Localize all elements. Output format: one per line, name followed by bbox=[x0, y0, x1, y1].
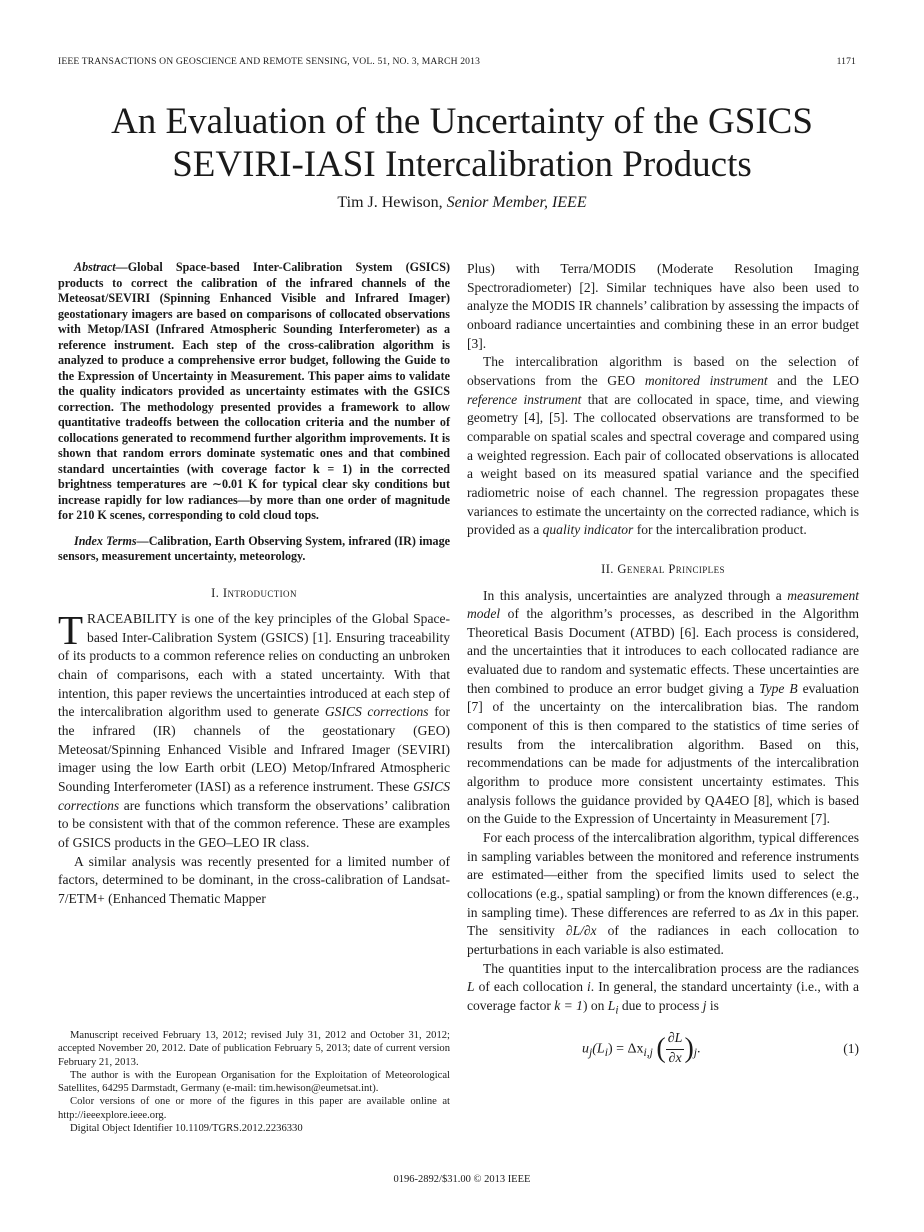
math-inline: i bbox=[587, 979, 591, 995]
principles-paragraph-3 bbox=[467, 960, 859, 1021]
text-run: of each collocation bbox=[474, 979, 588, 995]
text-run: for the intercalibration product. bbox=[633, 522, 807, 538]
text-run: and the LEO bbox=[767, 372, 860, 388]
text-run: The intercalibration algorithm is based on the selection of observations from the GEO bbox=[467, 354, 859, 388]
principles-paragraph-1 bbox=[467, 587, 859, 830]
math-inline: L bbox=[607, 997, 616, 1013]
eq-symbol: u bbox=[582, 1041, 589, 1057]
eq-symbol: ) = Δx bbox=[607, 1041, 644, 1057]
footnotes bbox=[58, 1029, 450, 1135]
text-run: ) on bbox=[582, 997, 608, 1013]
math-inline: ∂L/∂x bbox=[565, 923, 597, 939]
index-terms bbox=[58, 534, 450, 565]
text-run: . In general, the standard uncertainty (i.e., with a coverage factor bbox=[467, 979, 859, 1013]
abstract-text: Global Space-based Inter-Calibration System (GSICS) products to correct the calibration of the infrared channels of the Meteosat/SEVIRI (Spinning Enhanced Visible and Infrared Imager) geostationary imagers are based on comparisons of collocated observations with Metop/IASI (Infrared Atmospheric Sounding Interferometer) as a reference instrument. Each step of the cross-calibration algorithm is analyzed to produce a comprehensive error budget, following the Guide to the Expression of Uncertainty in Measurement. This paper aims to validate the quality indicators provided as uncertainty estimates with the GSICS correction. The methodology presented provides a framework to allow quantitative tradeoffs between the collocation criteria and the number of collocations generated to recommend further algorithm improvements. It is shown that random errors dominate systematic ones and that combined standard uncertainties (with coverage factor k = 1) in the corrected brightness temperatures are ∼0.01 K for typical clear sky conditions but increase rapidly for low radiances—by more than one order of magnitude for 210 K scenes, corresponding to cold cloud tops. bbox=[58, 260, 450, 522]
paragraph-continued: Plus) with Terra/MODIS (Moderate Resolution Imaging Spectroradiometer) [2]. Similar techniques have also been used to analyze the MODIS IR channels’ calibration by assessing the impacts of onboard radiance uncertainties and combining these in an error budget [3]. bbox=[467, 261, 859, 351]
paragraph-algorithm bbox=[467, 353, 859, 540]
section-heading-introduction bbox=[58, 584, 450, 603]
text-run: The quantities input to the intercalibration process are the radiances bbox=[483, 960, 859, 976]
journal-name: IEEE TRANSACTIONS ON GEOSCIENCE AND REMOTE SENSING, VOL. 51, NO. 3, MARCH 2013 bbox=[58, 56, 481, 67]
eq-subscript: i,j bbox=[643, 1046, 653, 1060]
eq-paren-close: ) bbox=[684, 1033, 694, 1065]
footnote-affiliation: The author is with the European Organisation for the Exploitation of Meteorological Satellites, 64295 Darmstadt, Germany (e-mail: tim.hewison@eumetsat.int). bbox=[58, 1069, 450, 1095]
running-header bbox=[58, 56, 856, 67]
math-inline: k = 1 bbox=[554, 997, 583, 1013]
text-run: is bbox=[706, 997, 719, 1013]
section-numeral: I. bbox=[211, 585, 220, 600]
eq-paren-open: ( bbox=[656, 1033, 666, 1065]
footnote-doi: Digital Object Identifier 10.1109/TGRS.2012.2236330 bbox=[70, 1123, 303, 1135]
section-title: General Principles bbox=[617, 561, 725, 576]
author-line bbox=[60, 194, 864, 212]
section-heading-general-principles bbox=[467, 560, 859, 579]
text-run: For each process of the intercalibration algorithm, typical differences in sampling variables between the monitored and reference instruments are estimated—either from the specified limits used to select the collocations (e.g., spatial sampling) or from the known differences (e.g., in sampling time). These differences are referred to as bbox=[467, 830, 859, 920]
text-run: of the radiances in each collocation to perturbations in each variable is also estimated. bbox=[467, 923, 860, 957]
eq-symbol: (L bbox=[592, 1041, 605, 1057]
index-terms-text: Calibration, Earth Observing System, infrared (IR) image sensors, measurement uncertainty, meteorology. bbox=[58, 533, 450, 563]
emphasis: GSICS corrections bbox=[324, 704, 429, 720]
text-run: in this paper. The sensitivity bbox=[467, 904, 859, 939]
math-inline: Δx bbox=[769, 904, 784, 920]
text-run: that are collocated in space, time, and viewing geometry [4], [5]. The collocated observations are transformed to be comparable on spatial scales and spectral coverage and compared using a weighted regression. Each pair of collocated observations is allocated a weight based on its measured spatial variance and the specified radiometric noise of each channel. The regression propagates these variances to estimate the uncertainty on the corrected radiance, which is provided as a bbox=[467, 391, 859, 538]
math-inline: j bbox=[702, 997, 707, 1013]
eq-symbol: . bbox=[697, 1041, 701, 1057]
text-run: due to process bbox=[618, 997, 703, 1013]
eq-fraction bbox=[666, 1030, 685, 1068]
author-membership: Senior Member, IEEE bbox=[446, 194, 587, 211]
equation-body bbox=[582, 1030, 701, 1068]
principles-paragraph-2 bbox=[467, 829, 859, 960]
emphasis: measurement model bbox=[467, 587, 859, 622]
intro-paragraph-2: A similar analysis was recently presented for a limited number of factors, determined to be dominant, in the cross-calibration of Landsat-7/ETM+ (Enhanced Thematic Mapper bbox=[58, 853, 450, 906]
footnote-color: Color versions of one or more of the figures in this paper are available online at http://ieeexplore.ieee.org. bbox=[58, 1096, 450, 1121]
intro-paragraph-1 bbox=[58, 607, 450, 853]
paper-title bbox=[60, 100, 864, 186]
author-name: Tim J. Hewison, bbox=[337, 194, 443, 211]
section-numeral: II. bbox=[601, 561, 614, 576]
math-inline: L bbox=[467, 979, 475, 995]
eq-subscript: j bbox=[693, 1046, 698, 1060]
equation-1 bbox=[467, 1026, 859, 1068]
emphasis: reference instrument bbox=[467, 391, 582, 407]
section-title: Introduction bbox=[222, 585, 297, 600]
title-line-2: SEVIRI-IASI Intercalibration Products bbox=[172, 144, 752, 185]
eq-numerator: ∂L bbox=[666, 1030, 685, 1050]
copyright-footer: 0196-2892/$31.00 © 2013 IEEE bbox=[393, 1174, 531, 1185]
emphasis: GSICS corrections bbox=[58, 779, 450, 813]
page-number: 1171 bbox=[836, 56, 856, 67]
right-column bbox=[467, 260, 859, 1068]
eq-subscript: j bbox=[589, 1046, 593, 1060]
equation-number: (1) bbox=[843, 1041, 859, 1057]
emphasis: Type B bbox=[759, 680, 798, 696]
text-run: In this analysis, uncertainties are analyzed through a bbox=[483, 587, 788, 603]
eq-denominator: ∂x bbox=[668, 1050, 682, 1066]
abstract-label: Abstract— bbox=[74, 260, 128, 274]
index-terms-label: Index Terms— bbox=[74, 533, 149, 548]
abstract bbox=[58, 260, 450, 524]
emphasis: monitored instrument bbox=[644, 372, 768, 388]
eq-subscript: i bbox=[604, 1046, 608, 1060]
text-run: for the infrared (IR) channels of the geostationary (GEO) Meteosat/Spinning Enhanced Visible and Infrared Imager (SEVIRI) imager using the low Earth orbit (LEO) Metop/Infrared Atmospheric Sounding Interferometer (IASI) as a reference instrument. These bbox=[58, 704, 450, 795]
left-column bbox=[58, 260, 450, 909]
text-run: RACEABILITY is one of the key principles of the Global Space-based Inter-Calibration System (GSICS) [1]. Ensuring traceability of its products to a common reference relies on conducting an unbroken chain of comparisons, each with a stated uncertainty. With that intention, this paper reviews the uncertainties introduced at each step of the intercalibration algorithm used to generate bbox=[58, 611, 450, 720]
drop-cap: T bbox=[58, 607, 84, 654]
footnote-received: Manuscript received February 13, 2012; revised July 31, 2012 and October 31, 2012; accepted November 20, 2012. Date of publication February 5, 2013; date of current version February 21, 2013. bbox=[58, 1030, 450, 1068]
math-subscript: i bbox=[615, 1004, 619, 1017]
text-run: evaluation [7] of the uncertainty on the intercalibration bias. The random component of this is then compared to the statistics of time series of results from the intercalibration algorithm. Based on this, recommendations can be made for adjustments of the intercalibration algorithm to produce more consistent uncertainty estimates. This analysis follows the guidance provided by QA4EO [8], which is based on the Guide to the Expression of Uncertainty in Measurement [7]. bbox=[467, 680, 859, 827]
text-run: are functions which transform the observations’ calibration to be consistent with that of the common reference. These are examples of GSICS products in the GEO–LEO IR class. bbox=[58, 797, 450, 851]
title-line-1: An Evaluation of the Uncertainty of the GSICS bbox=[111, 101, 813, 142]
emphasis: quality indicator bbox=[542, 522, 634, 538]
text-run: of the algorithm’s processes, as described in the Algorithm Theoretical Basis Document (ATBD) [6]. Each process is considered, and the uncertainties that it introduces to each collocated radiance are evaluated due to random and systematic effects. These uncertainties are then combined to produce an error budget giving a bbox=[467, 606, 859, 696]
